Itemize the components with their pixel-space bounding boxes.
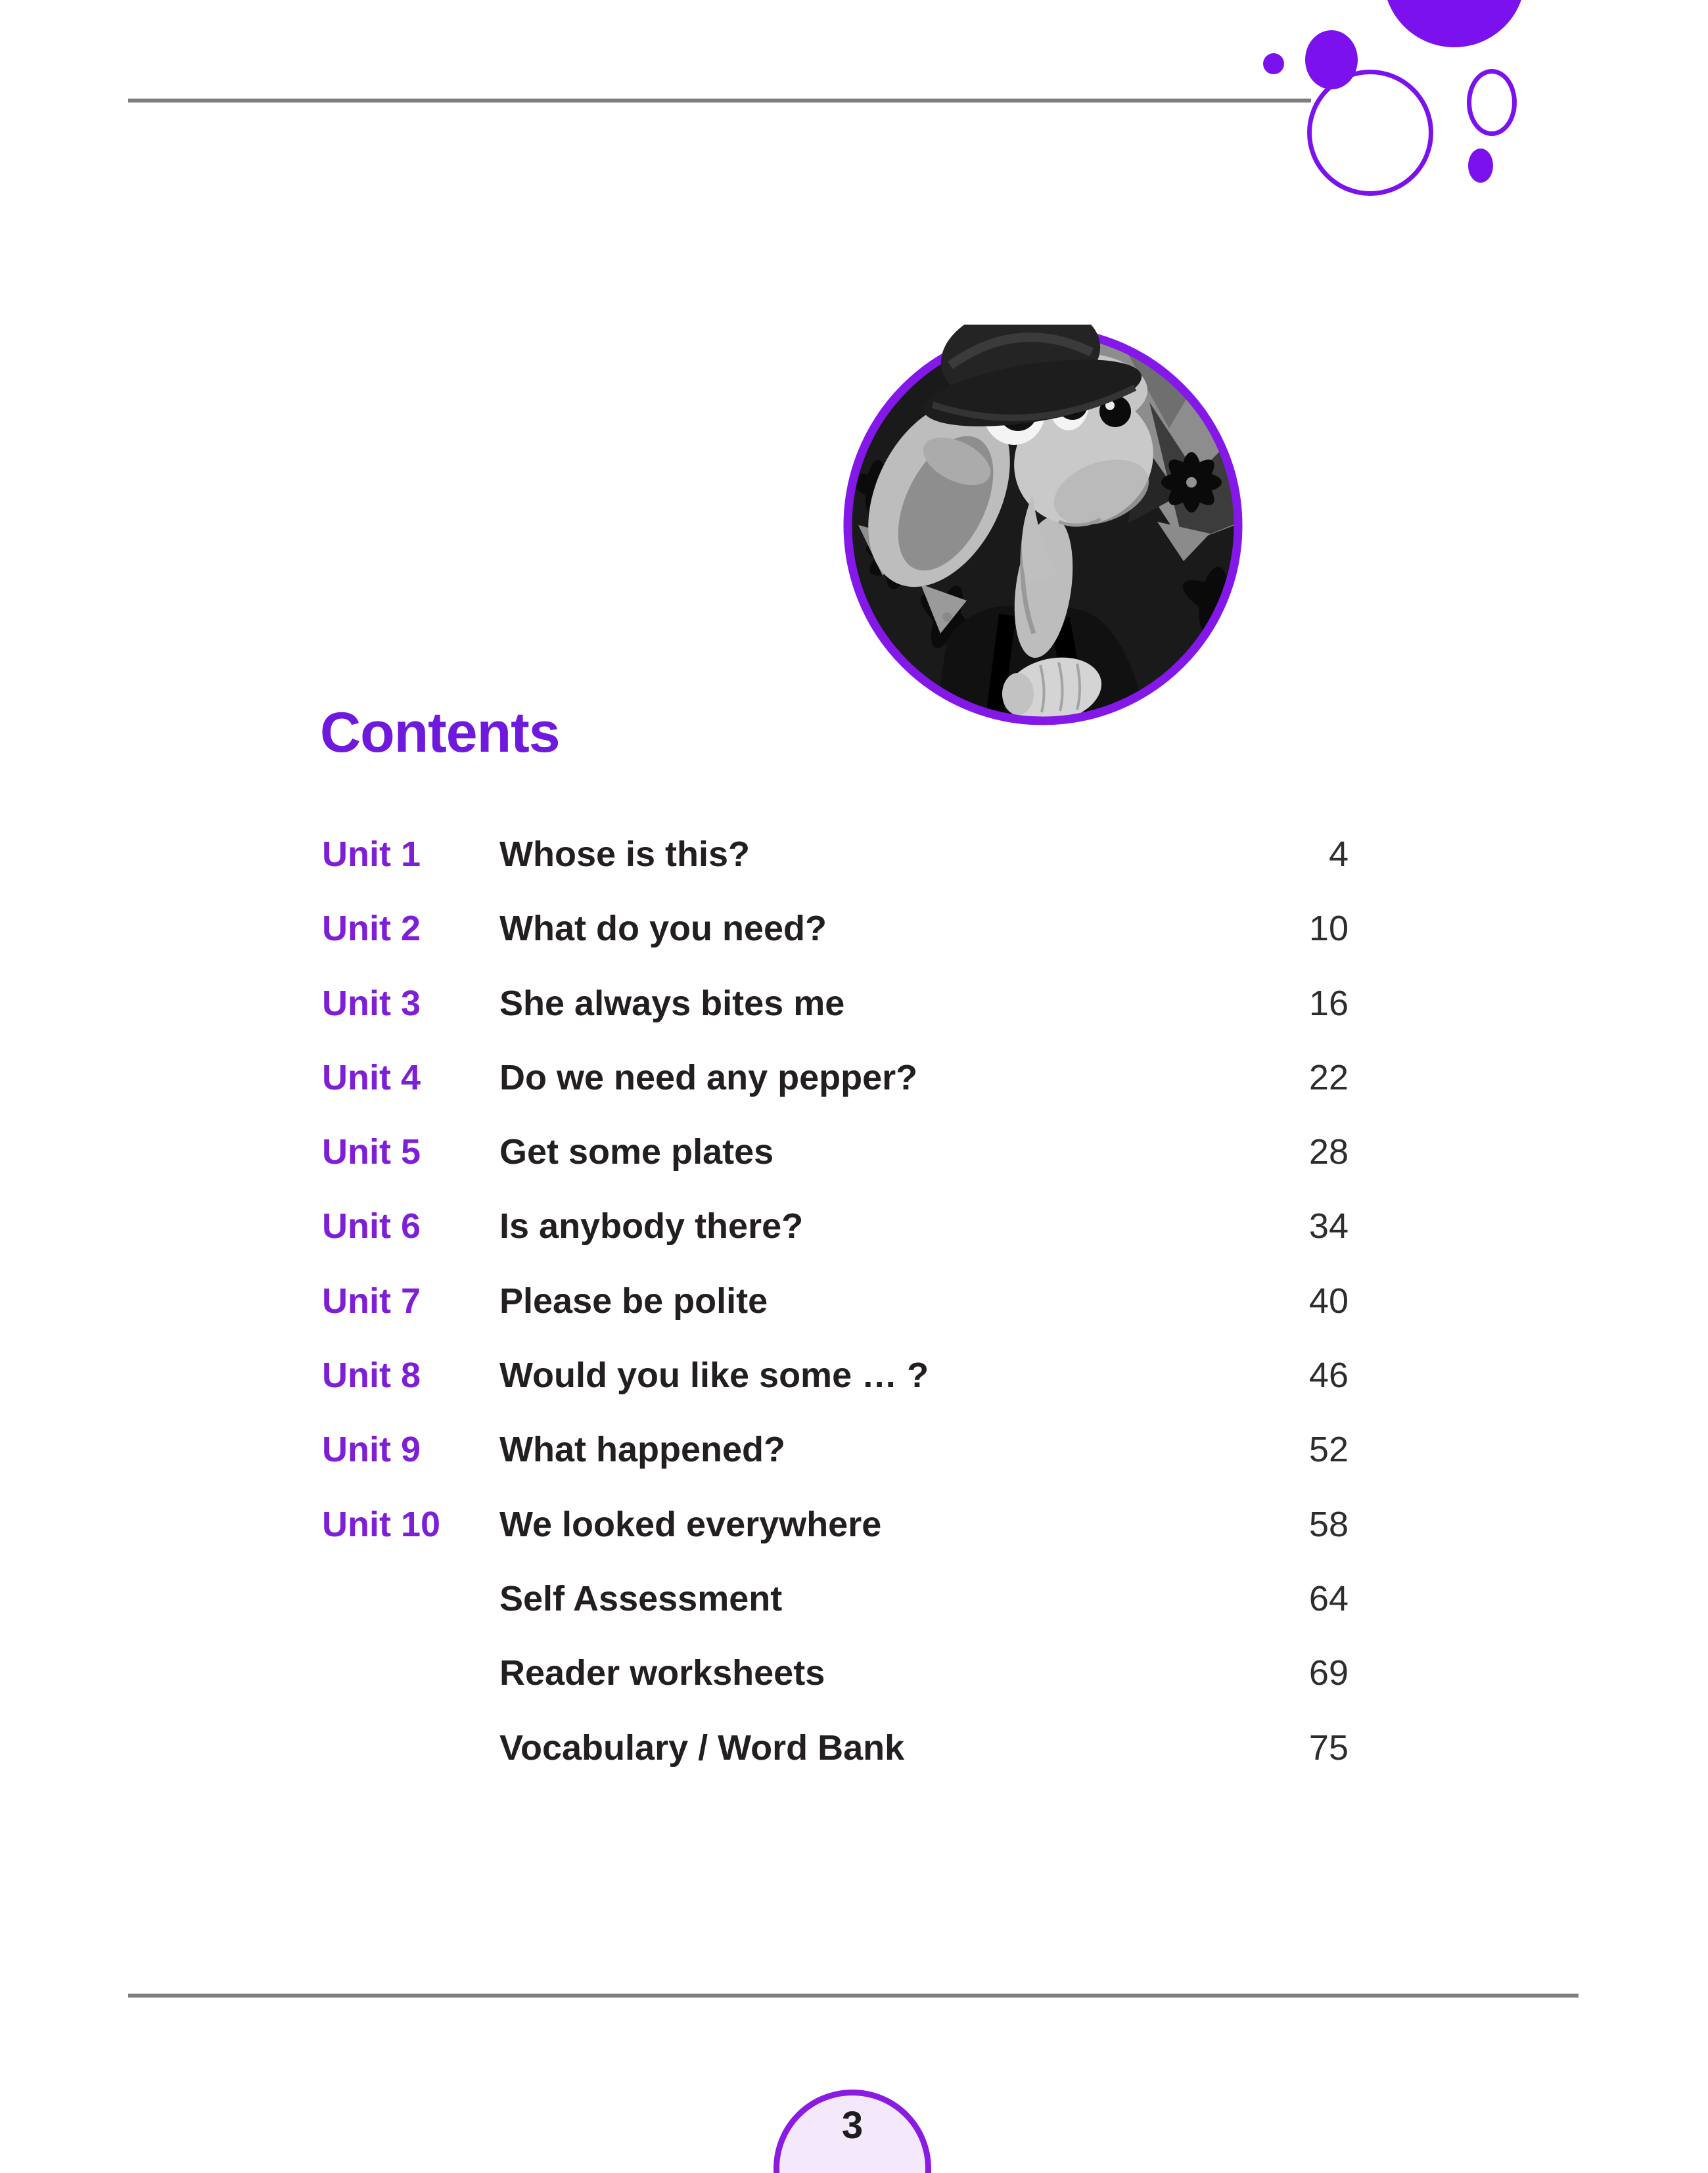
- unit-label: Unit 3: [322, 983, 421, 1023]
- mouse-portrait-svg: [842, 325, 1244, 727]
- unit-label: Unit 9: [322, 1430, 421, 1470]
- unit-label: Unit 5: [322, 1132, 421, 1172]
- unit-title: She always bites me: [499, 983, 845, 1023]
- unit-page-number: 40: [1308, 1281, 1349, 1321]
- decor-dot-low-icon: [1468, 149, 1493, 183]
- unit-page-number: 46: [1308, 1356, 1349, 1396]
- decor-ring-small-icon: [1467, 69, 1517, 136]
- unit-page-number: 69: [1308, 1653, 1349, 1693]
- unit-page-number: 28: [1308, 1132, 1349, 1172]
- decor-dot-small-icon: [1263, 53, 1284, 74]
- page-title: Contents: [320, 701, 560, 764]
- unit-title: What do you need?: [499, 909, 827, 949]
- unit-label: Unit 2: [322, 909, 421, 949]
- unit-title: Get some plates: [499, 1132, 774, 1172]
- unit-label: Unit 10: [322, 1504, 441, 1544]
- unit-page-number: 16: [1308, 983, 1349, 1023]
- unit-page-number: 34: [1308, 1206, 1349, 1247]
- unit-title: Please be polite: [499, 1281, 768, 1321]
- unit-title: What happened?: [499, 1430, 785, 1470]
- unit-title: Do we need any pepper?: [499, 1057, 918, 1097]
- unit-page-number: 52: [1308, 1430, 1349, 1470]
- unit-title: Vocabulary / Word Bank: [499, 1727, 905, 1768]
- unit-page-number: 75: [1308, 1727, 1349, 1768]
- page-number: 3: [841, 2104, 864, 2147]
- unit-label: Unit 4: [322, 1057, 421, 1097]
- unit-label: Unit 8: [322, 1356, 421, 1396]
- unit-page-number: 10: [1308, 909, 1349, 949]
- mouse-character-photo: [842, 325, 1244, 727]
- unit-title: Self Assessment: [499, 1578, 783, 1618]
- unit-title: Is anybody there?: [499, 1206, 804, 1247]
- unit-page-number: 64: [1308, 1578, 1349, 1618]
- unit-page-number: 4: [1328, 835, 1349, 874]
- decor-dot-medium-icon: [1305, 30, 1358, 89]
- decor-circle-large-icon: [1383, 0, 1525, 47]
- unit-page-number: 58: [1308, 1504, 1349, 1544]
- unit-label: Unit 6: [322, 1206, 421, 1247]
- unit-title: We looked everywhere: [499, 1504, 882, 1544]
- unit-title: Reader worksheets: [499, 1653, 825, 1693]
- unit-title: Would you like some … ?: [499, 1356, 929, 1396]
- unit-label: Unit 7: [322, 1281, 421, 1321]
- unit-title: Whose is this?: [499, 835, 750, 874]
- unit-label: Unit 1: [322, 835, 421, 874]
- unit-page-number: 22: [1308, 1057, 1349, 1097]
